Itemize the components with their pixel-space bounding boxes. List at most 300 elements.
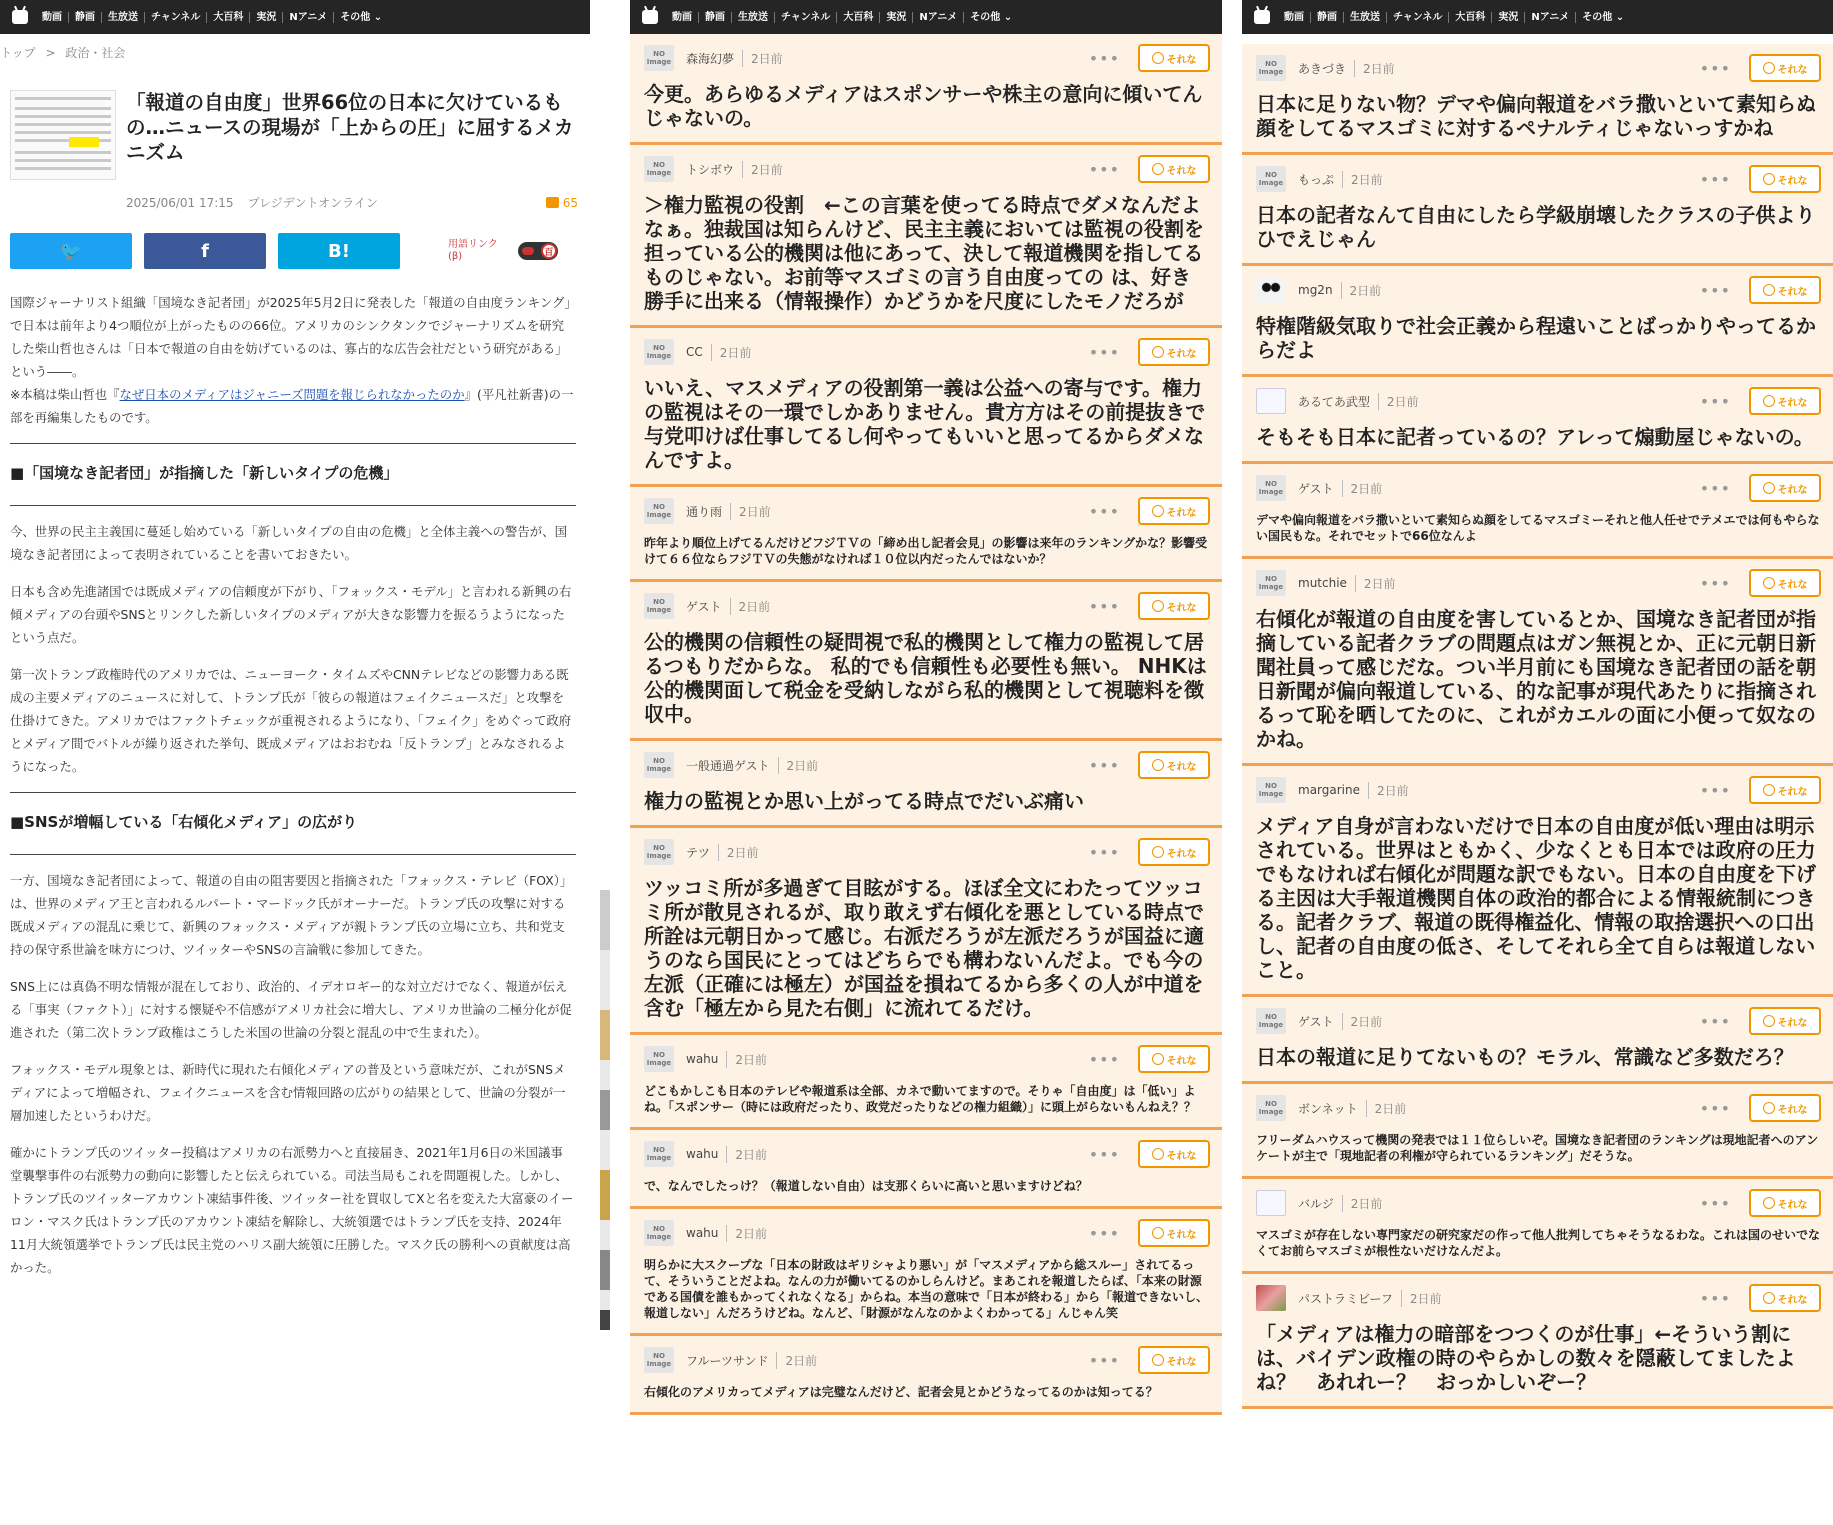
comment-header [644, 338, 1210, 366]
comment-username[interactable]: トシボウ [686, 162, 735, 177]
comment-card [1242, 559, 1833, 766]
comment-card [630, 145, 1222, 328]
more-options-icon[interactable]: ••• [1088, 1144, 1120, 1164]
smile-icon [1763, 1102, 1775, 1114]
user-avatar[interactable] [644, 1046, 674, 1072]
more-options-icon[interactable]: ••• [1088, 842, 1120, 862]
comment-timestamp: 2日前 [718, 844, 759, 861]
comment-card [630, 828, 1222, 1035]
nav-item[interactable]: チャンネル [1387, 12, 1449, 23]
article-panel [0, 0, 590, 1525]
comment-header [644, 1219, 1210, 1247]
niconico-logo-icon[interactable] [642, 10, 658, 24]
nav-item[interactable]: 実況 [1492, 12, 1525, 23]
nav-item[interactable]: 大百科 [1449, 12, 1492, 23]
nav-item[interactable]: 生放送 [1344, 12, 1387, 23]
more-options-icon[interactable]: ••• [1699, 58, 1731, 78]
smile-icon [1152, 1148, 1164, 1160]
sorena-label: それな [1166, 1150, 1197, 1162]
comment-text: 特権階級気取りで社会正義から程遠いことばっかりやってるからだよ [1256, 314, 1816, 362]
comment-text: 日本に足りない物？デマや偏向報道をバラ撒いといて素知らぬ顔をしてるマスゴミに対するペナルティじゃないっすかね [1256, 92, 1816, 140]
comment-text: デマや偏向報道をバラ撒いといて素知らぬ顔をしてるマスゴミーそれと他人任せでテメエでは何もやらない国民もな。それでセットで66位なんよ [1256, 513, 1820, 543]
comment-timestamp: 2日前 [1378, 393, 1419, 410]
comment-username[interactable]: ゲスト [686, 599, 722, 614]
comment-header [644, 1346, 1210, 1374]
comment-text: ツッコミ所が多過ぎて目眩がする。ほぼ全文にわたってツッコミ所が散見されるが、取り敢えず右傾化を悪としている時点で所詮は元朝日かって感じ。右派だろうが左派だろうが国益に適うのなら国民にとってはどちらでも構わないんだよ。でも今の左派（正確には極左）が国益を損ねてるから多くの人が中道を含む「極左から見た右側」に流れてるだけ。 [644, 876, 1204, 1020]
article-source-link[interactable]: プレジデントオンライン [247, 196, 378, 210]
user-avatar[interactable] [1256, 777, 1286, 803]
more-options-icon[interactable]: ••• [1699, 169, 1731, 189]
sorena-label: それな [1166, 1055, 1197, 1067]
comment-card [630, 741, 1222, 828]
top-nav-bar [630, 0, 1222, 34]
more-options-icon[interactable]: ••• [1699, 391, 1731, 411]
share-bar [0, 211, 590, 269]
more-options-icon[interactable]: ••• [1088, 501, 1120, 521]
sorena-label: それな [1777, 175, 1808, 187]
comment-text: メディア自身が言わないだけで日本の自由度が低い理由は明示されている。世界はともかく、少なくとも日本では政府の圧力でもなければ右傾化が問題な訳でもない。日本の自由度を下げる主因は大手報道機関自体の政治的都合による情報統制につきる。記者クラブ、報道の既得権益化、情報の取捨選択への口出し、記者の自由度の低さ、そしてそれら全て自らは報道しないこと。 [1256, 814, 1816, 982]
smile-icon [1152, 505, 1164, 517]
sorena-button[interactable] [1749, 1189, 1821, 1217]
hatena-icon: B! [328, 240, 350, 262]
smile-icon [1152, 846, 1164, 858]
comment-username[interactable]: あるてあ武型 [1298, 394, 1370, 409]
article-body [0, 269, 590, 429]
nav-item[interactable]: 生放送 [732, 12, 775, 23]
no-image-label: Image [646, 511, 672, 519]
article-body [0, 506, 590, 778]
smile-icon [1763, 173, 1775, 185]
smile-icon [1763, 482, 1775, 494]
comment-card [1242, 997, 1833, 1084]
sorena-label: それな [1777, 1104, 1808, 1116]
sorena-label: それな [1166, 1229, 1197, 1241]
nav-item[interactable]: 静画 [699, 12, 732, 23]
no-image-label: Image [1258, 1021, 1284, 1029]
comment-card [630, 1130, 1222, 1209]
breadcrumb-separator: > [45, 46, 56, 60]
no-image-label: Image [646, 852, 672, 860]
sorena-button[interactable] [1749, 569, 1821, 597]
article-title: 「報道の自由度」世界66位の日本に欠けているもの…ニュースの現場が「上からの圧」に屈するメカニズム [126, 91, 574, 164]
no-image-label: Image [646, 1154, 672, 1162]
no-image-label: Image [1258, 179, 1284, 187]
comment-text: 日本の記者なんて自由にしたら学級崩壊したクラスの子供よりひでえじゃん [1256, 203, 1816, 251]
sorena-button[interactable] [1138, 338, 1210, 366]
more-options-icon[interactable]: ••• [1088, 596, 1120, 616]
comment-card [630, 1336, 1222, 1415]
comment-timestamp: 2日前 [742, 50, 783, 67]
article-thumbnail[interactable] [10, 90, 116, 180]
smile-icon [1763, 1015, 1775, 1027]
user-avatar[interactable] [1256, 1008, 1286, 1034]
breadcrumb-category-link[interactable]: 政治・社会 [65, 46, 126, 60]
comment-text: 明らかに大スクープな「日本の財政はギリシャより悪い」が「マスメディアから総スルー」されてるって、そういうことだよね。なんの力が働いてるのかしらんけど。まあこれを報道したらば、「本来の財源である国債を誰もかってくれなくなる」からね。本当の意味で「日本が終わる」から「報道できないし、報道しない」んだろうけどね。なんど、「財源がなんなのかよくわかってる」んじゃん笑 [644, 1258, 1209, 1320]
no-image-label: NO [653, 598, 665, 606]
comment-username[interactable]: パストラミビーフ [1298, 1291, 1393, 1306]
sorena-button[interactable] [1749, 776, 1821, 804]
comment-username[interactable]: ボンネット [1298, 1101, 1358, 1116]
comment-timestamp: 2日前 [1401, 1290, 1442, 1307]
sorena-button[interactable] [1749, 165, 1821, 193]
nav-item[interactable]: チャンネル [775, 12, 837, 23]
nav-item[interactable]: チャンネル [145, 12, 207, 23]
comment-card [630, 582, 1222, 741]
user-avatar[interactable] [644, 498, 674, 524]
user-avatar[interactable] [644, 1347, 674, 1373]
comment-text: そもそも日本に記者っているの？アレって煽動屋じゃないの。 [1256, 425, 1814, 449]
sorena-button[interactable] [1749, 276, 1821, 304]
smile-icon [1152, 1053, 1164, 1065]
user-avatar[interactable] [644, 1141, 674, 1167]
more-options-icon[interactable]: ••• [1088, 1350, 1120, 1370]
smile-icon [1152, 759, 1164, 771]
sorena-button[interactable] [1138, 1346, 1210, 1374]
comment-text: フリーダムハウスって機関の発表では１１位らしいぞ。国境なき記者団のランキングは現地記者へのアンケートが主で「現地記者の利権が守られているランキング」だそうな。 [1256, 1133, 1819, 1163]
smile-icon [1763, 1292, 1775, 1304]
user-avatar[interactable] [644, 45, 674, 71]
smile-icon [1763, 395, 1775, 407]
nav-item[interactable]: 動画 [36, 12, 69, 23]
no-image-label: NO [1265, 1013, 1277, 1021]
more-options-icon[interactable]: ••• [1088, 48, 1120, 68]
no-image-label: Image [646, 1233, 672, 1241]
no-image-label: NO [653, 1352, 665, 1360]
no-image-label: Image [646, 765, 672, 773]
comment-username[interactable]: あきづき [1298, 61, 1347, 76]
sorena-button[interactable] [1749, 1284, 1821, 1312]
more-options-icon[interactable]: ••• [1088, 1223, 1120, 1243]
comment-header [1256, 1189, 1821, 1217]
comment-username[interactable]: wahu [686, 1052, 719, 1066]
sorena-label: それな [1777, 1294, 1808, 1306]
sorena-button[interactable] [1138, 751, 1210, 779]
facebook-share-button[interactable] [144, 233, 266, 269]
smile-icon [1763, 784, 1775, 796]
nav-item[interactable]: 生放送 [102, 12, 145, 23]
sorena-label: それな [1777, 286, 1808, 298]
sorena-button[interactable] [1138, 1045, 1210, 1073]
paragraph: 確かにトランプ氏のツイッター投稿はアメリカの右派勢力へと直接届き、2021年1月6日の米国議事堂襲撃事件の右派勢力の動向に影響したと伝えられている。司法当局もこれを問題視した。しかし、トランプ氏のツイッターアカウント凍結事件後、ツイッター社を買収してXと名を変えた大富豪のイーロン・マスク氏はトランプ氏のアカウント凍結を解除し、大統領選ではトランプ氏を支持、2024年11月大統領選挙でトランプ氏は民主党のハリス副大統領に圧勝した。マスク氏の勝利への貢献度は高かった。 [10, 1145, 574, 1275]
user-avatar[interactable] [1256, 277, 1286, 303]
comment-card [630, 487, 1222, 582]
comment-username[interactable]: もっぷ [1298, 172, 1335, 187]
comment-card [1242, 766, 1833, 997]
sorena-button[interactable] [1138, 155, 1210, 183]
user-avatar[interactable] [644, 156, 674, 182]
more-options-icon[interactable]: ••• [1699, 573, 1731, 593]
smile-icon [1152, 600, 1164, 612]
comment-timestamp: 2日前 [1368, 782, 1409, 799]
comment-username[interactable]: mutchie [1298, 576, 1347, 590]
nav-item[interactable]: 動画 [666, 12, 699, 23]
user-avatar[interactable] [644, 593, 674, 619]
no-image-label: Image [646, 1059, 672, 1067]
nav-item-more[interactable]: その他 ⌄ [1582, 11, 1625, 23]
no-image-label: NO [1265, 782, 1277, 790]
more-options-icon[interactable]: ••• [1088, 755, 1120, 775]
comment-username[interactable]: 一般通過ゲスト [686, 758, 770, 773]
sorena-label: それな [1777, 786, 1808, 798]
comment-card [1242, 1084, 1833, 1179]
comment-card [1242, 377, 1833, 464]
nav-item-more[interactable]: その他 ⌄ [970, 11, 1013, 23]
glossary-link-label: 用語リンク (β) [448, 239, 498, 262]
comment-text: 日本の報道に足りてないもの？モラル、常識など多数だろ？ [1256, 1045, 1794, 1069]
comment-text: 右傾化が報道の自由度を害しているとか、国境なき記者団が指摘している記者クラブの問題点はガン無視とか、正に元朝日新聞社員って感じだな。つい半月前にも国境なき記者団の話を朝日新聞が偏向報道している、的な記事が現代あたりに指摘されるって恥を晒してたのに、これがカエルの面に小便って奴なのかね。 [1256, 607, 1816, 751]
comment-header [644, 155, 1210, 183]
comment-list [1242, 44, 1833, 1409]
comment-card [630, 34, 1222, 145]
dictionary-icon: 百 [541, 243, 557, 259]
more-options-icon[interactable]: ••• [1699, 1011, 1731, 1031]
comment-header [1256, 1094, 1821, 1122]
comment-username[interactable]: mg2n [1298, 283, 1333, 297]
breadcrumb-top-link[interactable]: トップ [0, 46, 36, 60]
user-avatar[interactable] [644, 752, 674, 778]
user-avatar[interactable] [644, 1220, 674, 1246]
no-image-label: Image [646, 606, 672, 614]
more-options-icon[interactable]: ••• [1699, 780, 1731, 800]
comment-text: 右傾化のアメリカってメディアは完璧なんだけど、記者会見とかどうなってるのかは知ってる？ [644, 1385, 1158, 1399]
book-link[interactable]: なぜ日本のメディアはジャニーズ問題を報じられなかったのか [119, 387, 465, 402]
more-options-icon[interactable]: ••• [1699, 1098, 1731, 1118]
top-nav-bar [0, 0, 590, 34]
sorena-label: それな [1166, 165, 1197, 177]
comment-timestamp: 2日前 [730, 503, 771, 520]
comment-header [1256, 1007, 1821, 1035]
smile-icon [1763, 1197, 1775, 1209]
facebook-icon: f [201, 240, 209, 262]
comment-header [644, 1045, 1210, 1073]
no-image-label: Image [646, 58, 672, 66]
comment-timestamp: 2日前 [1342, 1013, 1383, 1030]
niconico-logo-icon[interactable] [1254, 10, 1270, 24]
user-avatar[interactable] [1256, 388, 1286, 414]
comments-panel-middle [630, 0, 1222, 1525]
twitter-share-button[interactable] [10, 233, 132, 269]
article-date: 2025/06/01 17:15 [126, 195, 234, 210]
comment-card [1242, 1274, 1833, 1409]
nav-item-more[interactable]: その他 ⌄ [340, 11, 383, 23]
paragraph: フォックス・モデル現象とは、新時代に現れた右傾化メディアの普及という意味だが、これがSNSメディアによって増幅され、フェイクニュースを含む情報回路の広がりの結果として、世論の分裂が一層加速したというわけだ。 [10, 1062, 566, 1123]
comment-header [644, 1140, 1210, 1168]
smile-icon [1152, 163, 1164, 175]
sorena-button[interactable] [1138, 838, 1210, 866]
sorena-button[interactable] [1749, 474, 1821, 502]
no-image-label: Image [1258, 790, 1284, 798]
paragraph: 今、世界の民主主義国に蔓延し始めている「新しいタイプの自由の危機」と全体主義への警告が、国境なき記者団によって表明されていることを書いておきたい。 [10, 524, 567, 562]
sorena-button[interactable] [1749, 1007, 1821, 1035]
sorena-label: それな [1166, 761, 1197, 773]
comments-panel-right [1242, 0, 1833, 1525]
comment-header [1256, 54, 1821, 82]
more-options-icon[interactable]: ••• [1699, 478, 1731, 498]
nav-item[interactable]: 静画 [69, 12, 102, 23]
comment-card [630, 328, 1222, 487]
nav-item[interactable]: Nアニメ [1525, 12, 1576, 23]
sorena-label: それな [1777, 579, 1808, 591]
sorena-label: それな [1166, 348, 1197, 360]
comment-username[interactable]: ゲスト [1298, 1014, 1334, 1029]
comment-icon [546, 197, 559, 208]
sorena-label: それな [1777, 1017, 1808, 1029]
comment-card [1242, 266, 1833, 377]
smile-icon [1152, 52, 1164, 64]
smile-icon [1763, 62, 1775, 74]
sorena-button[interactable] [1749, 54, 1821, 82]
comment-timestamp: 2日前 [778, 757, 819, 774]
breadcrumb [0, 34, 590, 64]
comment-count-value: 65 [562, 195, 578, 210]
comment-username[interactable]: 通り雨 [686, 504, 723, 519]
comment-header [644, 838, 1210, 866]
user-avatar[interactable] [1256, 570, 1286, 596]
more-options-icon[interactable]: ••• [1088, 159, 1120, 179]
comment-header [644, 44, 1210, 72]
sorena-button[interactable] [1749, 387, 1821, 415]
comment-card [630, 1209, 1222, 1336]
comment-card [1242, 464, 1833, 559]
paragraph: 第一次トランプ政権時代のアメリカでは、ニューヨーク・タイムズやCNNテレビなどの影響力ある既成の主要メディアのニュースに対して、トランプ氏が「彼らの報道はフェイクニュースだ」と攻撃を仕掛けてきた。アメリカではファクトチェックが重視されるようになり、「フェイク」をめぐって政府とメディア間でバトルが繰り返された挙句、既成メディアはおおむね「反トランプ」とみなされるようになった。 [10, 667, 572, 774]
comment-timestamp: 2日前 [1342, 480, 1383, 497]
sorena-button[interactable] [1138, 592, 1210, 620]
nav-item[interactable]: Nアニメ [913, 12, 964, 23]
no-image-label: NO [653, 50, 665, 58]
comment-header [1256, 165, 1821, 193]
comment-timestamp: 2日前 [776, 1352, 817, 1369]
twitter-icon: 🐦 [59, 240, 83, 262]
nav-item[interactable]: 動画 [1278, 12, 1311, 23]
section-heading: ■SNSが増幅している「右傾化メディア」の広がり [10, 813, 358, 831]
comment-timestamp: 2日前 [1342, 1195, 1383, 1212]
no-image-label: NO [653, 503, 665, 511]
niconico-logo-icon[interactable] [12, 10, 28, 24]
section-heading: ■「国境なき記者団」が指摘した「新しいタイプの危機」 [10, 464, 399, 482]
comment-username[interactable]: フルーツサンド [686, 1353, 769, 1368]
article-lead: 国際ジャーナリスト組織「国境なき記者団」が2025年5月2日に発表した「報道の自由度ランキング」で日本は前年より4つ順位が上がったものの66位。アメリカのシンクタンクでジャーナリズムを研究した柴山哲也さんは「日本で報道の自由を妨げているのは、寡占的な広告会社だという研究がある」という――。 ※本稿は柴山哲也『なぜ日本のメディアはジャニーズ問題を報じられなかったのか』(平凡社新書)の一部を再編集したものです。 [10, 295, 574, 425]
comment-list [630, 34, 1222, 1415]
nav-item[interactable]: 大百科 [207, 12, 250, 23]
comment-username[interactable]: テツ [686, 845, 710, 860]
sorena-button[interactable] [1749, 1094, 1821, 1122]
no-image-label: Image [1258, 68, 1284, 76]
comment-card [1242, 155, 1833, 266]
more-options-icon[interactable]: ••• [1088, 342, 1120, 362]
no-image-label: Image [1258, 583, 1284, 591]
comment-username[interactable]: wahu [686, 1147, 719, 1161]
no-image-label: NO [653, 161, 665, 169]
comment-text: 公的機関の信頼性の疑問視で私的機関として権力の監視して居るつもりだからな。 私的でも信頼性も必要性も無い。 NHKは公的機関面して税金を受納しながら私的機関として視聴料を徴収中。 [644, 630, 1207, 726]
comment-header [1256, 776, 1821, 804]
comment-header [1256, 1284, 1821, 1312]
comment-header [1256, 276, 1821, 304]
user-avatar[interactable] [1256, 475, 1286, 501]
comment-text: 「メディアは権力の暗部をつつくのが仕事」←そういう割には、バイデン政権の時のやらかしの数々を隠蔽してましたよね？ あれれー？ おっかしいぞー？ [1256, 1322, 1796, 1394]
comment-text: ＞権力監視の役割 ←この言葉を使ってる時点でダメなんだよなぁ。独裁国は知らんけど、民主主義においては監視の役割を担っている公的機関は他にあって、決して報道機関を指してるものじゃない。お前等マスゴミの言う自由度っての は、好き勝手に出来る（情報操作）かどうかを尺度にしたモノだろが [644, 193, 1204, 313]
sorena-label: それな [1166, 602, 1197, 614]
comment-timestamp: 2日前 [726, 1146, 767, 1163]
user-avatar[interactable] [644, 339, 674, 365]
more-options-icon[interactable]: ••• [1699, 280, 1731, 300]
more-options-icon[interactable]: ••• [1088, 1049, 1120, 1069]
comment-text: いいえ、マスメディアの役割第一義は公益への寄与です。権力の監視はその一環でしかありません。貴方方はその前提抜きで与党叩けば仕事してるし何やってもいいと思ってるからダメなんですよ。 [644, 376, 1206, 472]
user-avatar[interactable] [1256, 1285, 1286, 1311]
smile-icon [1152, 346, 1164, 358]
user-avatar[interactable] [1256, 166, 1286, 192]
top-nav-bar [1242, 0, 1833, 34]
sidebar-ad-strip [600, 890, 610, 1330]
comment-username[interactable]: 森海幻夢 [686, 51, 735, 66]
comment-text: 昨年より順位上げてるんだけどフジＴＶの「締め出し記者会見」の影響は来年のランキングかな？影響受けて６６位ならフジＴＶの失態がなければ１０位以内だったんではないか？ [644, 536, 1208, 566]
comment-username[interactable]: CC [686, 345, 703, 359]
comment-text: マスゴミが存在しない専門家だの研究家だの作って他人批判してちゃそうなるわな。これは国のせいでなくてお前らマスゴミが根性ないだけなんだよ。 [1256, 1228, 1821, 1258]
nav-item[interactable]: 大百科 [837, 12, 880, 23]
nav-item[interactable]: 実況 [880, 12, 913, 23]
sorena-label: それな [1777, 397, 1808, 409]
no-image-label: Image [1258, 1108, 1284, 1116]
nav-item[interactable]: 静画 [1311, 12, 1344, 23]
comment-header [1256, 387, 1821, 415]
no-image-label: Image [646, 169, 672, 177]
hatena-share-button[interactable] [278, 233, 400, 269]
sorena-label: それな [1166, 1356, 1197, 1368]
nav-item[interactable]: 実況 [250, 12, 283, 23]
no-image-label: Image [646, 1360, 672, 1368]
user-avatar[interactable] [1256, 1095, 1286, 1121]
smile-icon [1152, 1227, 1164, 1239]
more-options-icon[interactable]: ••• [1699, 1288, 1731, 1308]
article-body [0, 855, 590, 1279]
sorena-button[interactable] [1138, 44, 1210, 72]
comment-username[interactable]: ゲスト [1298, 481, 1334, 496]
sorena-label: それな [1166, 848, 1197, 860]
comment-count[interactable] [546, 196, 578, 210]
user-avatar[interactable] [644, 839, 674, 865]
no-image-label: NO [1265, 480, 1277, 488]
comment-header [644, 751, 1210, 779]
comment-timestamp: 2日前 [1354, 60, 1395, 77]
no-image-label: NO [653, 757, 665, 765]
comment-header [644, 592, 1210, 620]
comment-header [1256, 569, 1821, 597]
no-image-label: NO [1265, 171, 1277, 179]
sorena-button[interactable] [1138, 1219, 1210, 1247]
comment-timestamp: 2日前 [1341, 282, 1382, 299]
nav-item[interactable]: Nアニメ [283, 12, 334, 23]
article-header [0, 64, 590, 180]
comment-header [644, 497, 1210, 525]
comment-username[interactable]: バルジ [1298, 1196, 1334, 1211]
sorena-button[interactable] [1138, 497, 1210, 525]
comment-username[interactable]: margarine [1298, 783, 1360, 797]
article-meta [0, 180, 590, 211]
no-image-label: Image [1258, 488, 1284, 496]
comment-username[interactable]: wahu [686, 1226, 719, 1240]
paragraph: 日本も含め先進諸国では既成メディアの信頼度が下がり、「フォックス・モデル」と言われる新興の右傾メディアの台頭やSNSとリンクした新しいタイプのメディアが大きな影響力を振るうようになったという点だ。 [10, 584, 572, 645]
user-avatar[interactable] [1256, 55, 1286, 81]
more-options-icon[interactable]: ••• [1699, 1193, 1731, 1213]
paragraph: 一方、国境なき記者団によって、報道の自由の阻害要因と指摘された「フォックス・テレビ（FOX）」は、世界のメディア王と言われるルパート・マードック氏がオーナーだ。トランプ氏の攻撃に対する既成メディアの混乱に乗じて、新興のフォックス・メディアが親トランプ氏の立場に立ち、共和党支持の保守系世論を味方につけ、ツイッターやSNSの言論戦に参加してきた。 [10, 873, 573, 957]
comment-timestamp: 2日前 [1355, 575, 1396, 592]
user-avatar[interactable] [1256, 1190, 1286, 1216]
no-image-label: NO [653, 344, 665, 352]
sorena-button[interactable] [1138, 1140, 1210, 1168]
sorena-label: それな [1166, 54, 1197, 66]
glossary-link-toggle[interactable] [518, 242, 558, 260]
comment-text: どこもかしこも日本のテレビや報道系は全部、カネで動いてますので。そりゃ「自由度」は「低い」よね。「スポンサー（時には政府だったり、政党だったりなどの権力組織）」に頭上がらないもんねえ？？ [644, 1084, 1197, 1114]
comment-text: 権力の監視とか思い上がってる時点でだいぶ痛い [644, 789, 1084, 813]
